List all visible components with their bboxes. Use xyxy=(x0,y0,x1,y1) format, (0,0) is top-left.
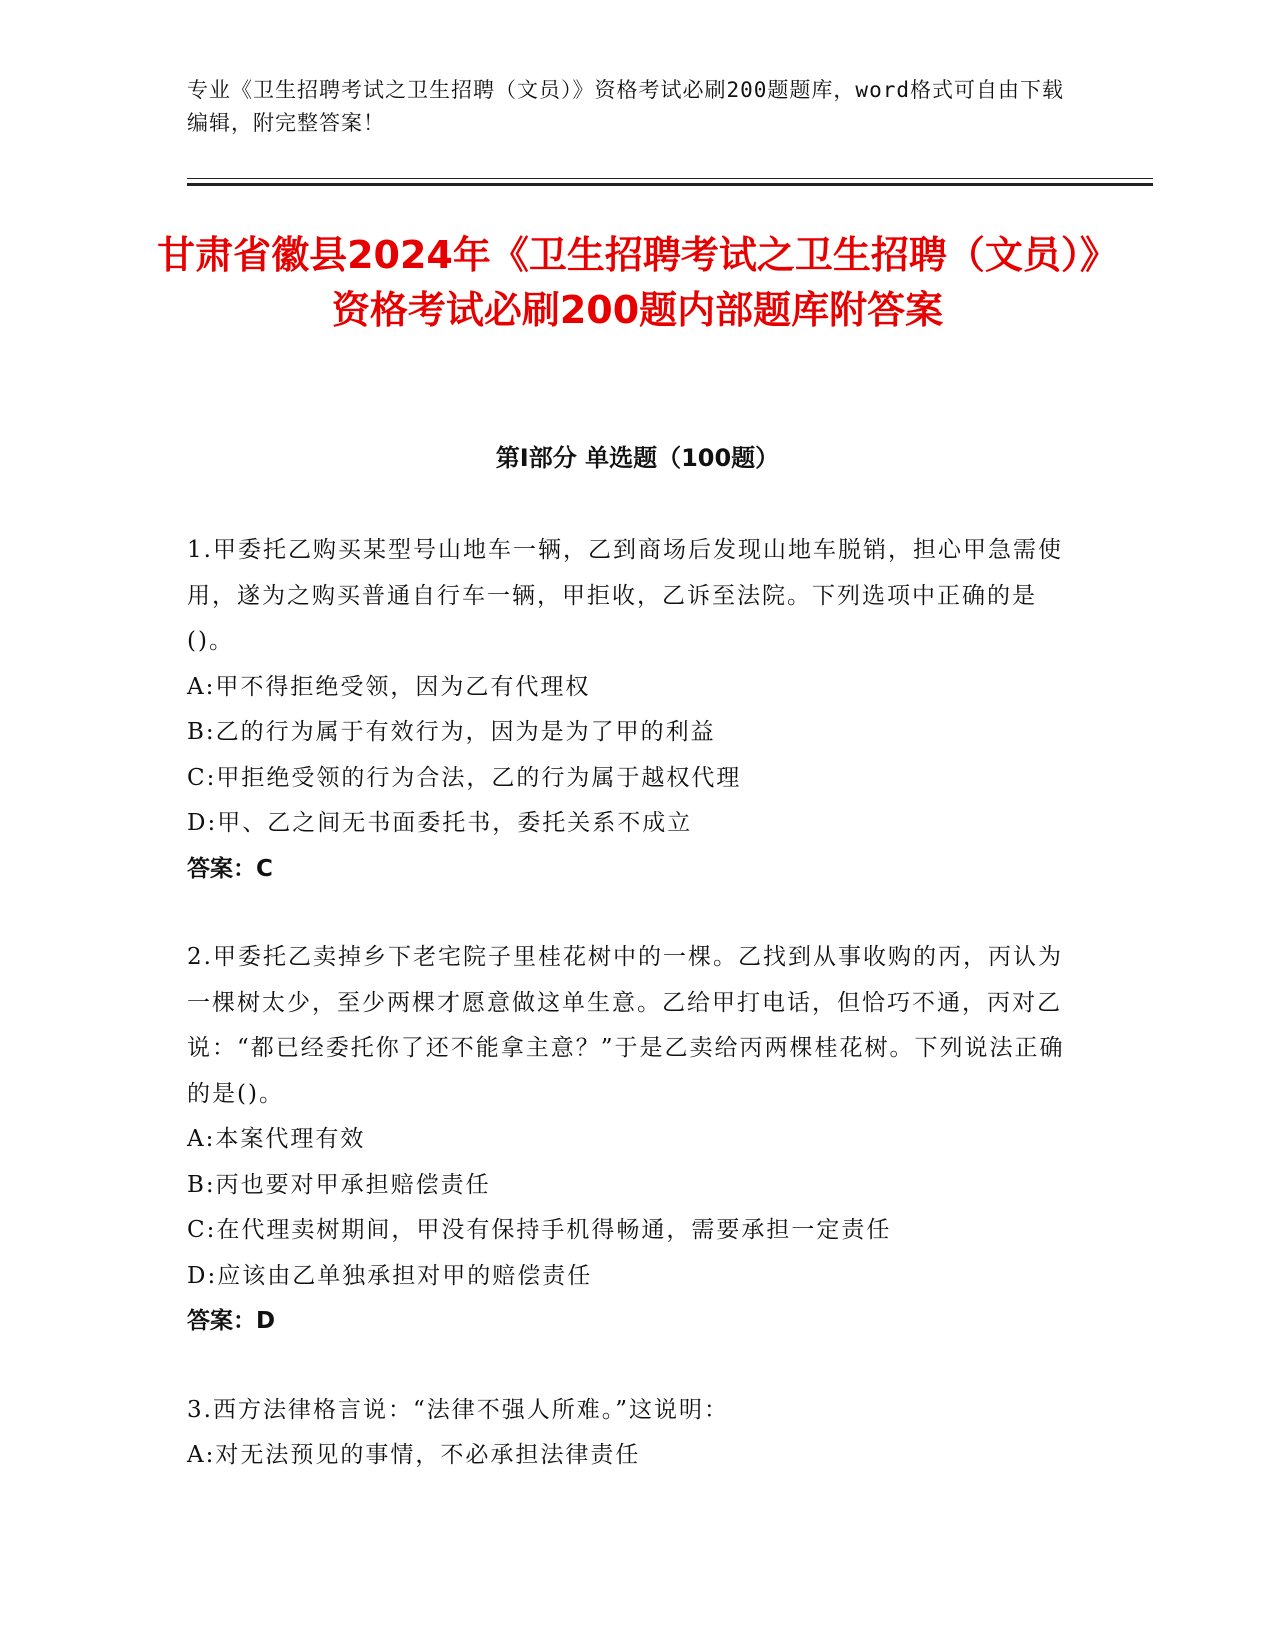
option-b: B:丙也要对甲承担赔偿责任 xyxy=(187,1171,491,1198)
option-c: C:甲拒绝受领的行为合法，乙的行为属于越权代理 xyxy=(187,764,742,791)
question-stem: 2.甲委托乙卖掉乡下老宅院子里桂花树中的一棵。乙找到从事收购的丙，丙认为一棵树太少，至少两棵才愿意做这单生意。乙给甲打电话，但恰巧不通，丙对乙说：“都已经委托你了还不能拿主意？”于是乙卖给丙两棵桂花树。下列说法正确的是()。 xyxy=(187,944,1065,1107)
document-title: 甘肃省徽县2024年《卫生招聘考试之卫生招聘（文员）》资格考试必刷200题内部题库附答案 xyxy=(157,233,1118,332)
section-title: 第Ⅰ部分 单选题（100题） xyxy=(495,444,780,472)
question-2 xyxy=(187,935,1067,1345)
question-1 xyxy=(187,528,1067,892)
option-d: D:应该由乙单独承担对甲的赔偿责任 xyxy=(187,1262,593,1289)
answer: 答案：C xyxy=(187,855,273,882)
option-c: C:在代理卖树期间，甲没有保持手机得畅通，需要承担一定责任 xyxy=(187,1217,892,1243)
option-d: D:甲、乙之间无书面委托书，委托关系不成立 xyxy=(187,810,693,836)
question-3 xyxy=(187,1388,1067,1479)
option-a: A:甲不得拒绝受领，因为乙有代理权 xyxy=(187,673,591,700)
header-divider-thin xyxy=(187,178,1153,179)
option-a: A:对无法预见的事情，不必承担法律责任 xyxy=(187,1442,641,1468)
question-stem: 1.甲委托乙购买某型号山地车一辆，乙到商场后发现山地车脱销，担心甲急需使用，遂为之购买普通自行车一辆，甲拒收，乙诉至法院。下列选项中正确的是()。 xyxy=(187,537,1063,654)
question-list xyxy=(187,528,1067,1522)
question-stem: 3.西方法律格言说：“法律不强人所难。”这说明： xyxy=(187,1396,729,1423)
option-a: A:本案代理有效 xyxy=(187,1126,366,1152)
option-b: B:乙的行为属于有效行为，因为是为了甲的利益 xyxy=(187,719,716,745)
answer: 答案：D xyxy=(187,1308,276,1334)
header-note: 专业《卫生招聘考试之卫生招聘（文员）》资格考试必刷200题题库，word格式可自由下载编辑，附完整答案！ xyxy=(187,78,1064,135)
header-divider-thick xyxy=(187,183,1153,186)
